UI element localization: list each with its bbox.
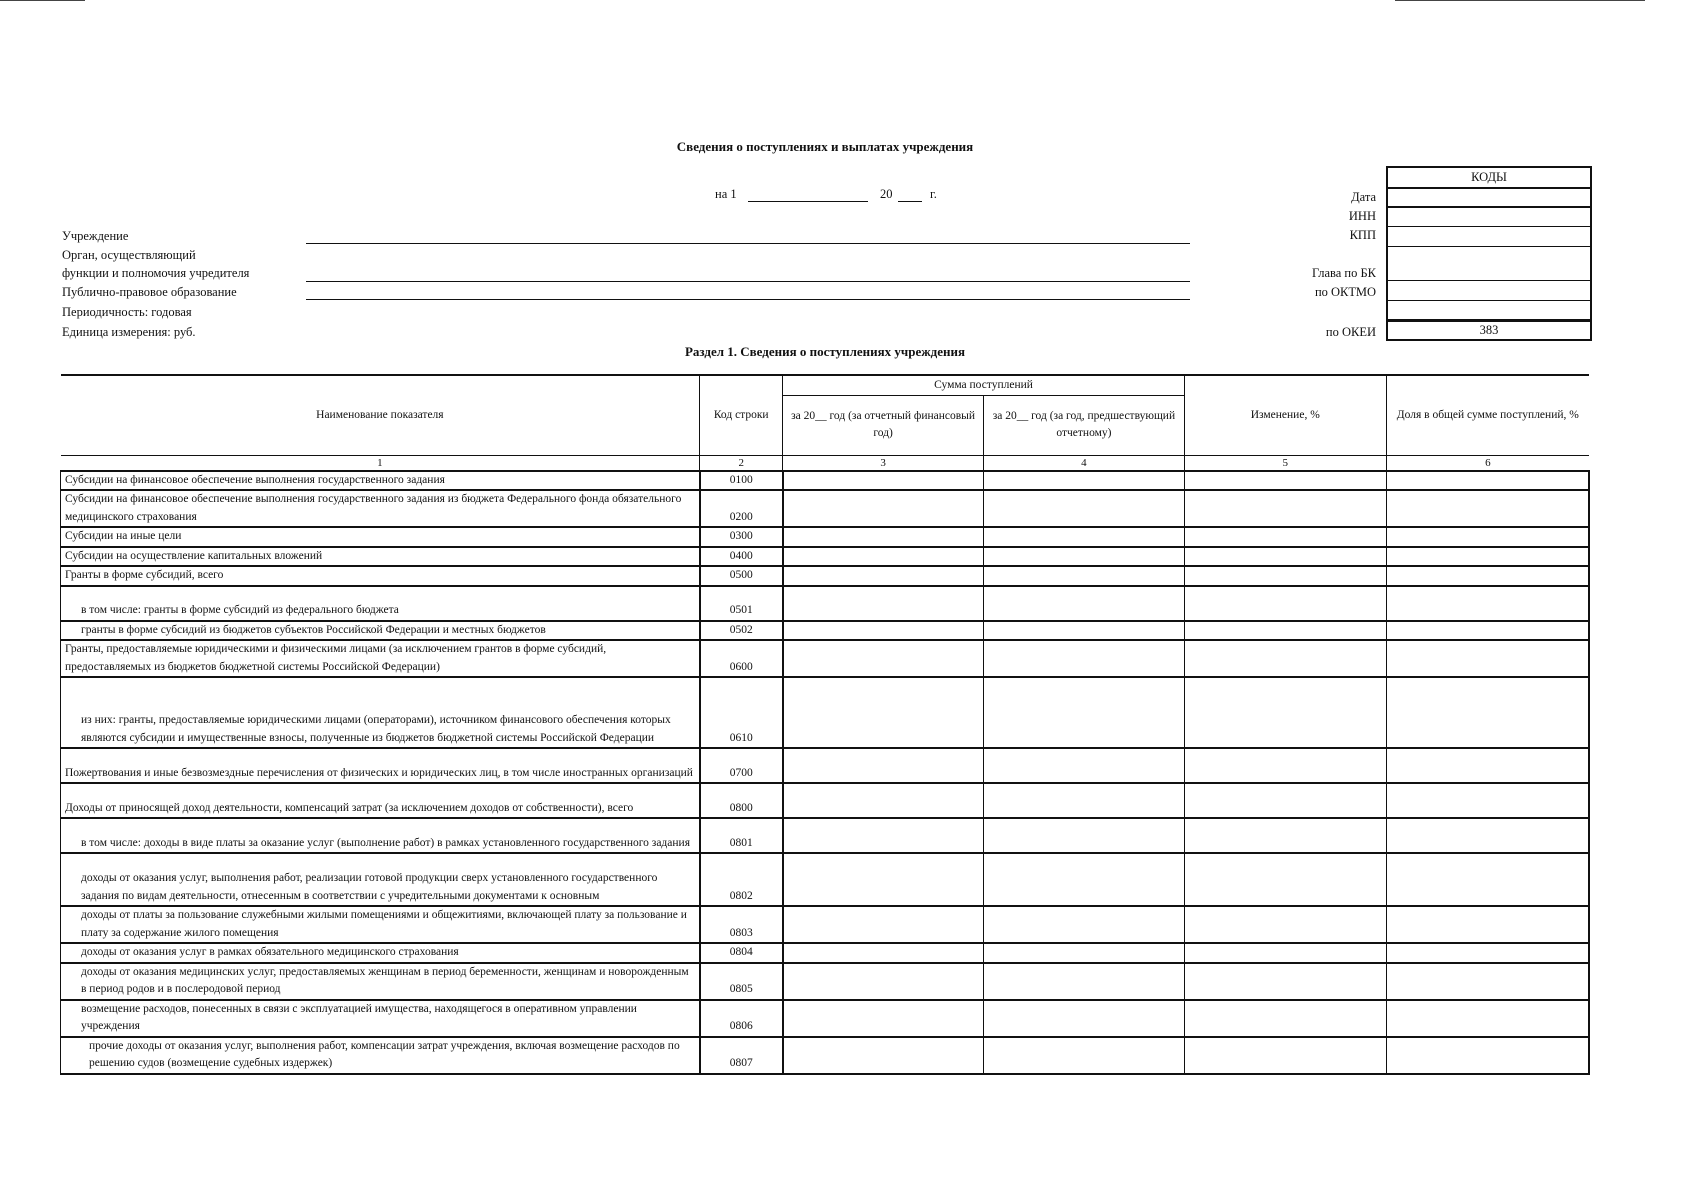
value-cell[interactable] [984, 490, 1185, 527]
value-cell[interactable] [783, 621, 984, 641]
value-cell[interactable] [783, 783, 984, 818]
row-code: 0610 [700, 677, 783, 748]
table-row [61, 963, 1590, 1000]
table-row [61, 677, 1590, 748]
value-cell[interactable] [1184, 471, 1386, 491]
value-cell[interactable] [1184, 677, 1386, 748]
row-name: доходы от оказания медицинских услуг, предоставляемых женщинам в период беременности, женщинам и новорожденным в период родов и в послеродовой период [61, 963, 700, 1000]
value-cell[interactable] [783, 640, 984, 677]
row-code: 0501 [700, 586, 783, 621]
row-code: 0500 [700, 566, 783, 586]
value-cell[interactable] [984, 640, 1185, 677]
value-cell[interactable] [1386, 677, 1589, 748]
value-cell[interactable] [1184, 963, 1386, 1000]
label-kpp: КПП [1349, 228, 1376, 242]
value-cell[interactable] [984, 586, 1185, 621]
label-okei: по ОКЕИ [1325, 325, 1376, 339]
value-cell[interactable] [1184, 527, 1386, 547]
row-name: прочие доходы от оказания услуг, выполнения работ, компенсации затрат учреждения, включая возмещение расходов по решению судов (возмещение судебных издержек) [61, 1037, 700, 1074]
value-cell[interactable] [984, 677, 1185, 748]
row-code: 0400 [700, 547, 783, 567]
value-cell[interactable] [1386, 748, 1589, 783]
value-cell[interactable] [1184, 906, 1386, 943]
period-date-field[interactable] [748, 201, 868, 202]
row-name: доходы от платы за пользование служебными жилыми помещениями и общежитиями, включающей плату за пользование и плату за содержание жилого помещения [61, 906, 700, 943]
row-code: 0803 [700, 906, 783, 943]
row-code: 0805 [700, 963, 783, 1000]
row-code: 0700 [700, 748, 783, 783]
row-code: 0600 [700, 640, 783, 677]
value-cell[interactable] [984, 566, 1185, 586]
value-cell[interactable] [1386, 640, 1589, 677]
value-cell[interactable] [783, 906, 984, 943]
header-change-percent: Изменение, % [1184, 375, 1386, 455]
table-row [61, 527, 1590, 547]
label-date: Дата [1351, 190, 1376, 204]
row-name: Субсидии на финансовое обеспечение выполнения государственного задания [61, 471, 700, 491]
row-code: 0806 [700, 1000, 783, 1037]
value-cell[interactable] [783, 748, 984, 783]
value-cell[interactable] [1184, 783, 1386, 818]
value-cell[interactable] [1386, 853, 1589, 906]
value-cell[interactable] [1184, 490, 1386, 527]
period-year-field[interactable] [898, 201, 922, 202]
table-row [61, 748, 1590, 783]
value-cell[interactable] [1184, 943, 1386, 963]
code-date-cell[interactable] [1388, 189, 1590, 208]
label-institution: Учреждение [62, 229, 129, 243]
row-code: 0100 [700, 471, 783, 491]
value-cell[interactable] [1184, 1000, 1386, 1037]
row-code: 0502 [700, 621, 783, 641]
table-row [61, 1037, 1590, 1074]
column-number: 1 [61, 455, 700, 471]
row-name: Субсидии на иные цели [61, 527, 700, 547]
codes-box [1386, 166, 1592, 341]
header-reporting-year: за 20__ год (за отчетный финансовый год) [783, 395, 984, 455]
value-cell[interactable] [1386, 1000, 1589, 1037]
value-cell[interactable] [1184, 818, 1386, 853]
value-cell[interactable] [783, 677, 984, 748]
row-name: Субсидии на финансовое обеспечение выполнения государственного задания из бюджета Федерального фонда обязательного медицинского страхования [61, 490, 700, 527]
value-cell[interactable] [984, 748, 1185, 783]
table-row [61, 621, 1590, 641]
value-cell[interactable] [984, 783, 1185, 818]
table-row [61, 566, 1590, 586]
header-indicator-name: Наименование показателя [61, 375, 700, 455]
value-cell[interactable] [984, 471, 1185, 491]
row-code: 0801 [700, 818, 783, 853]
row-name: возмещение расходов, понесенных в связи с эксплуатацией имущества, находящегося в оперативном управлении учреждения [61, 1000, 700, 1037]
table-row [61, 818, 1590, 853]
code-oktmo-cell[interactable] [1388, 281, 1590, 301]
value-cell[interactable] [1184, 1037, 1386, 1074]
period-suffix: г. [930, 187, 937, 201]
value-cell[interactable] [1386, 490, 1589, 527]
table-row [61, 471, 1590, 491]
value-cell[interactable] [984, 621, 1185, 641]
code-empty-cell[interactable] [1388, 301, 1590, 320]
row-name: Пожертвования и иные безвозмездные перечисления от физических и юридических лиц, в том числе иностранных организаций [61, 748, 700, 783]
table-row [61, 490, 1590, 527]
value-cell[interactable] [1386, 906, 1589, 943]
value-cell[interactable] [984, 963, 1185, 1000]
table-row [61, 1000, 1590, 1037]
value-cell[interactable] [783, 963, 984, 1000]
scan-edge-line [1395, 0, 1645, 1]
value-cell[interactable] [984, 943, 1185, 963]
label-budget-chapter: Глава по БК [1311, 266, 1376, 280]
row-name: в том числе: доходы в виде платы за оказание услуг (выполнение работ) в рамках установленного государственного задания [61, 818, 700, 853]
column-number: 6 [1386, 455, 1589, 471]
row-name: гранты в форме субсидий из бюджетов субъектов Российской Федерации и местных бюджетов [61, 621, 700, 641]
table-row [61, 586, 1590, 621]
table-row [61, 943, 1590, 963]
value-cell[interactable] [1184, 748, 1386, 783]
row-name: в том числе: гранты в форме субсидий из федерального бюджета [61, 586, 700, 621]
founder-field[interactable] [306, 281, 1190, 282]
label-periodicity: Периодичность: годовая [62, 305, 192, 319]
scan-edge-line [0, 0, 85, 1]
value-cell[interactable] [1386, 527, 1589, 547]
value-cell[interactable] [1184, 566, 1386, 586]
value-cell[interactable] [783, 547, 984, 567]
codes-header: КОДЫ [1388, 168, 1590, 189]
value-cell[interactable] [984, 1037, 1185, 1074]
section-title: Раздел 1. Сведения о поступлениях учреждения [684, 344, 966, 359]
value-cell[interactable] [1184, 586, 1386, 621]
document-title: Сведения о поступлениях и выплатах учреждения [676, 139, 974, 154]
value-cell[interactable] [984, 547, 1185, 567]
row-code: 0802 [700, 853, 783, 906]
table-row [61, 853, 1590, 906]
code-okei-cell: 383 [1388, 320, 1590, 339]
row-code: 0800 [700, 783, 783, 818]
column-number: 5 [1184, 455, 1386, 471]
value-cell[interactable] [984, 527, 1185, 547]
code-budget-chapter-cell[interactable] [1388, 247, 1590, 281]
row-code: 0300 [700, 527, 783, 547]
value-cell[interactable] [1386, 621, 1589, 641]
table-row [61, 640, 1590, 677]
value-cell[interactable] [1184, 621, 1386, 641]
code-inn-cell[interactable] [1388, 208, 1590, 227]
value-cell[interactable] [1386, 471, 1589, 491]
public-entity-field[interactable] [306, 299, 1190, 300]
value-cell[interactable] [783, 853, 984, 906]
header-row-code: Код строки [700, 375, 783, 455]
label-unit: Единица измерения: руб. [62, 325, 196, 339]
column-number: 2 [700, 455, 783, 471]
value-cell[interactable] [1386, 818, 1589, 853]
row-code: 0200 [700, 490, 783, 527]
value-cell[interactable] [984, 1000, 1185, 1037]
value-cell[interactable] [783, 586, 984, 621]
period-prefix: на 1 [715, 187, 737, 201]
value-cell[interactable] [783, 943, 984, 963]
value-cell[interactable] [783, 490, 984, 527]
row-name: доходы от оказания услуг в рамках обязательного медицинского страхования [61, 943, 700, 963]
label-founder-line1: Орган, осуществляющий [62, 248, 196, 262]
row-name: доходы от оказания услуг, выполнения работ, реализации готовой продукции сверх установленного государственного задания по видам деятельности, отнесенным в соответствии с учредительными документами к основным [61, 853, 700, 906]
header-previous-year: за 20__ год (за год, предшествующий отчетному) [984, 395, 1185, 455]
value-cell[interactable] [1386, 586, 1589, 621]
label-public-entity: Публично-правовое образование [62, 285, 237, 299]
label-founder-line2: функции и полномочия учредителя [62, 266, 250, 280]
row-name: Гранты в форме субсидий, всего [61, 566, 700, 586]
header-share-percent: Доля в общей сумме поступлений, % [1386, 375, 1589, 455]
value-cell[interactable] [1386, 943, 1589, 963]
value-cell[interactable] [783, 1037, 984, 1074]
value-cell[interactable] [783, 527, 984, 547]
value-cell[interactable] [783, 471, 984, 491]
header-sum-receipts: Сумма поступлений [783, 375, 1185, 395]
table-row [61, 547, 1590, 567]
value-cell[interactable] [1386, 1037, 1589, 1074]
value-cell[interactable] [984, 818, 1185, 853]
value-cell[interactable] [1184, 640, 1386, 677]
receipts-table [60, 374, 1590, 1075]
row-name: Гранты, предоставляемые юридическими и физическими лицами (за исключением грантов в форме субсидий, предоставляемых из бюджетов бюджетной системы Российской Федерации) [61, 640, 700, 677]
value-cell[interactable] [1184, 547, 1386, 567]
period-year: 20 [880, 187, 893, 201]
value-cell[interactable] [1386, 566, 1589, 586]
value-cell[interactable] [1184, 853, 1386, 906]
table-row [61, 906, 1590, 943]
column-number: 3 [783, 455, 984, 471]
row-code: 0804 [700, 943, 783, 963]
value-cell[interactable] [1386, 963, 1589, 1000]
value-cell[interactable] [783, 566, 984, 586]
code-kpp-cell[interactable] [1388, 227, 1590, 247]
institution-field[interactable] [306, 243, 1190, 244]
value-cell[interactable] [984, 853, 1185, 906]
value-cell[interactable] [783, 1000, 984, 1037]
row-name: Субсидии на осуществление капитальных вложений [61, 547, 700, 567]
value-cell[interactable] [1386, 547, 1589, 567]
value-cell[interactable] [984, 906, 1185, 943]
label-oktmo: по ОКТМО [1314, 285, 1376, 299]
column-number: 4 [984, 455, 1185, 471]
row-code: 0807 [700, 1037, 783, 1074]
row-name: Доходы от приносящей доход деятельности, компенсаций затрат (за исключением доходов от собственности), всего [61, 783, 700, 818]
table-row [61, 783, 1590, 818]
row-name: из них: гранты, предоставляемые юридическими лицами (операторами), источником финансового обеспечения которых являются субсидии и имущественные взносы, полученные из бюджетов бюджетной системы Российской Федерации [61, 677, 700, 748]
value-cell[interactable] [1386, 783, 1589, 818]
value-cell[interactable] [783, 818, 984, 853]
label-inn: ИНН [1348, 209, 1376, 223]
